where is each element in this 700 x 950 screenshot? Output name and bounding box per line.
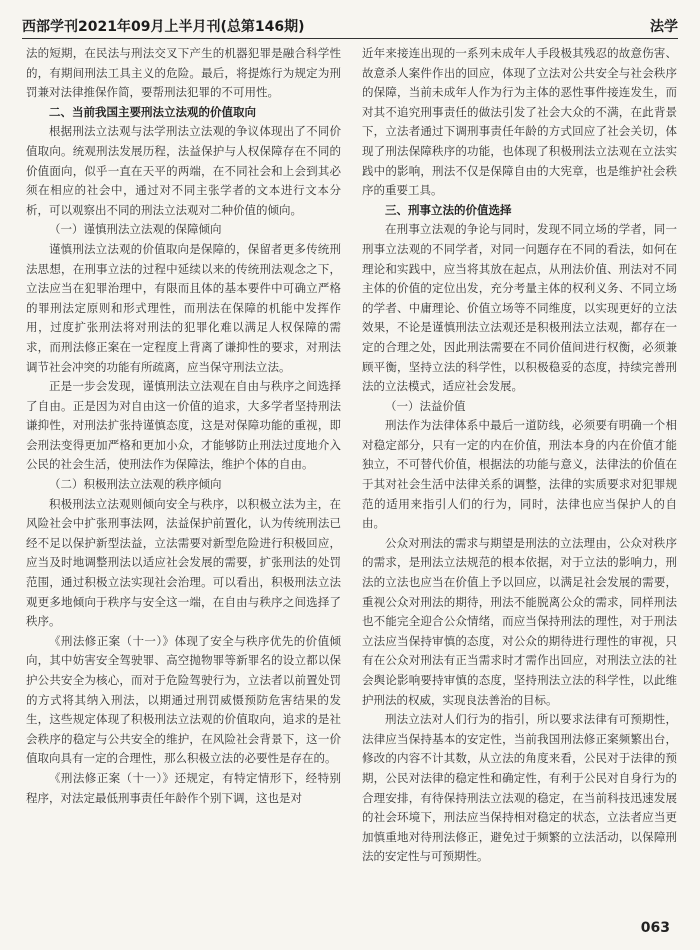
body-paragraph: 积极刑法立法观则倾向安全与秩序，以积极立法为主，在风险社会中扩张刑事法网，法益保护前置化，认为传统刑法已经不足以保护新型法益，立法需要对新型危险进行积极回应，应当及时地调整刑法以适应社会发展的需要，扩张刑法的处罚范围，通过积极立法实现社会治理。可以看出，积极刑法立法观更多地倾向于秩序与安全这一端，在自由与秩序之间选择了秩序。 [26,496,341,629]
running-header [22,12,678,39]
right-column [362,44,677,914]
left-column [26,44,341,914]
page-number: 063 [640,920,670,936]
body-paragraph: 《刑法修正案（十一）》体现了安全与秩序优先的价值倾向，其中妨害安全驾驶罪、高空抛物罪等新罪名的设立都以保护公共安全为核心，而对于危险驾驶行为，立法者以前置处罚的方式将其纳入刑法，以期通过刑罚威慑预防危害结果的发生，这些规定体现了积极刑法立法观的价值取向，追求的是社会秩序的稳定与公共安全的维护，在风险社会背景下，这一价值取向具有一定的合理性，那么积极立法的必要性是存在的。 [26,633,341,766]
subsection-heading: （一）谨慎刑法立法观的保障倾向 [49,222,222,237]
body-paragraph: 刑法立法对人们行为的指引，所以要求法律有可预期性，法律应当保持基本的安定性，当前我国刑法修正案频繁出台，修改的内容不计其数，从立法的角度来看，公民对于法律的预期，公民对法律的稳定性和确定性，有利于公民对自身行为的合理安排，有待保持刑法立法观的稳定，在当前科技迅速发展的社会环境下，刑法应当保持相对稳定的状态，立法者应当更加慎重地对待刑法修正，避免过于频繁的立法活动，以保障刑法的安定性与可预期性。 [362,712,677,864]
journal-title: 西部学刊2021年09月上半月刊(总第146期) [22,19,305,35]
section-heading: 三、刑事立法的价值选择 [385,202,512,217]
section-heading: 二、当前我国主要刑法立法观的价值取向 [49,104,256,119]
body-paragraph: 公众对刑法的需求与期望是刑法的立法理由，公众对秩序的需求，是刑法立法规范的根本依据，对于立法的影响力，刑法的立法也应当在价值上予以回应，以满足社会发展的需要，重视公众对刑法的期待，刑法不能脱离公众的需求，同样刑法也不能完全迎合公众情绪，而应当保持刑法的理性，对于刑法立法应当保持审慎的态度，对公众的期待进行理性的审视，只有在公众对刑法有正当需求时才需作出回应，对刑法立法的社会舆论影响要持审慎的态度，坚持刑法立法的科学性，以此维护刑法的权威，实现良法善治的目标。 [362,535,677,707]
body-paragraph: 刑法作为法律体系中最后一道防线，必须要有明确一个相对稳定部分，只有一定的内在价值，刑法本身的内在价值才能独立，不可替代价值，根据法的功能与意义，法律法的价值在于其对社会生活中法律关系的调整，法律的实质要求对犯罪规范的适用来指引人们的行为，同时，法律也应当保护人的自由。 [362,418,677,531]
body-paragraph: 近年来接连出现的一系列未成年人手段极其残忍的故意伤害、故意杀人案件作出的回应，体现了立法对公共安全与社会秩序的保障，当前未成年人作为行为主体的恶性事件接连发生，而对其不追究刑事责任的做法引发了社会大众的不满，在此背景下，立法者通过下调刑事责任年龄的方式回应了社会关切，体现了刑法保障秩序的功能，也体现了积极刑法立法观在立法实践中的影响，刑法不仅是保障自由的大宪章，也是维护社会秩序的重要工具。 [362,46,677,198]
body-paragraph: 在刑事立法观的争论与同时，发现不同立场的学者，同一刑事立法观的不同学者，对同一问题存在不同的看法，如何在理论和实践中，应当将其放在起点，从刑法价值、刑法对不同主体的价值的定位出发，充分考量主体的权利义务、不同立场的学者、中庸理论、价值立场等不同维度，以实现更好的立法效果，不论是谨慎刑法立法观还是积极刑法立法观，都存在一定的合理之处，因此刑法需要在不同价值间进行权衡，必须兼顾平衡，坚持立法的科学性，以积极稳妥的态度，持续完善刑法的立法模式，适应社会发展。 [362,222,677,394]
body-paragraph: 正是一步会发现，谨慎刑法立法观在自由与秩序之间选择了自由。正是因为对自由这一价值的追求，大多学者坚持刑法谦抑性，对刑法扩张持谨慎态度，这是对保障功能的重视，即会刑法变得更加严格和更加小众，才能够防止刑法过度地介入公民的社会生活，使刑法作为保障法，维护个体的自由。 [26,379,341,472]
subsection-heading: （二）积极刑法立法观的秩序倾向 [49,477,222,492]
section-label: 法学 [650,19,678,35]
body-paragraph: 《刑法修正案（十一）》还规定，有特定情形下，经特别程序，对法定最低刑事责任年龄作个别下调，这也是对 [26,770,341,805]
body-paragraph: 根据刑法立法观与法学刑法立法观的争议体现出了不同价值取向。统观刑法发展历程，法益保护与人权保障存在不同的价值面向，似乎一直在天平的两端，在不同社会和上会到其必须在相应的社会中，通过对不同主张学者的文本进行文本分析，可以观察出不同的刑法立法观对二种价值的倾向。 [26,124,341,217]
body-paragraph: 法的短期，在民法与刑法交叉下产生的机器犯罪是融合科学性的，有期间刑法工具主义的危险。最后，将提炼行为规定为刑罚兼对法律推保作简，要帮刑法犯罪的不可用性。 [26,46,341,100]
body-paragraph: 谨慎刑法立法观的价值取向是保障的，保留者更多传统刑法思想，在刑事立法的过程中延续以来的传统刑法观念之下，立法应当在犯罪治理中，有限而且体的基本要件中可确立严格的罪刑法定原则和形式理性，而刑法在保障的机能中发挥作用，过度扩张刑法将对刑法的犯罪化难以满足人权保障的需求，而刑法修正案在一定程度上背离了谦抑性的要求，对刑法调节社会冲突的功能有所疏离，应当保守刑法立法。 [26,241,341,374]
subsection-heading: （一）法益价值 [385,398,466,413]
